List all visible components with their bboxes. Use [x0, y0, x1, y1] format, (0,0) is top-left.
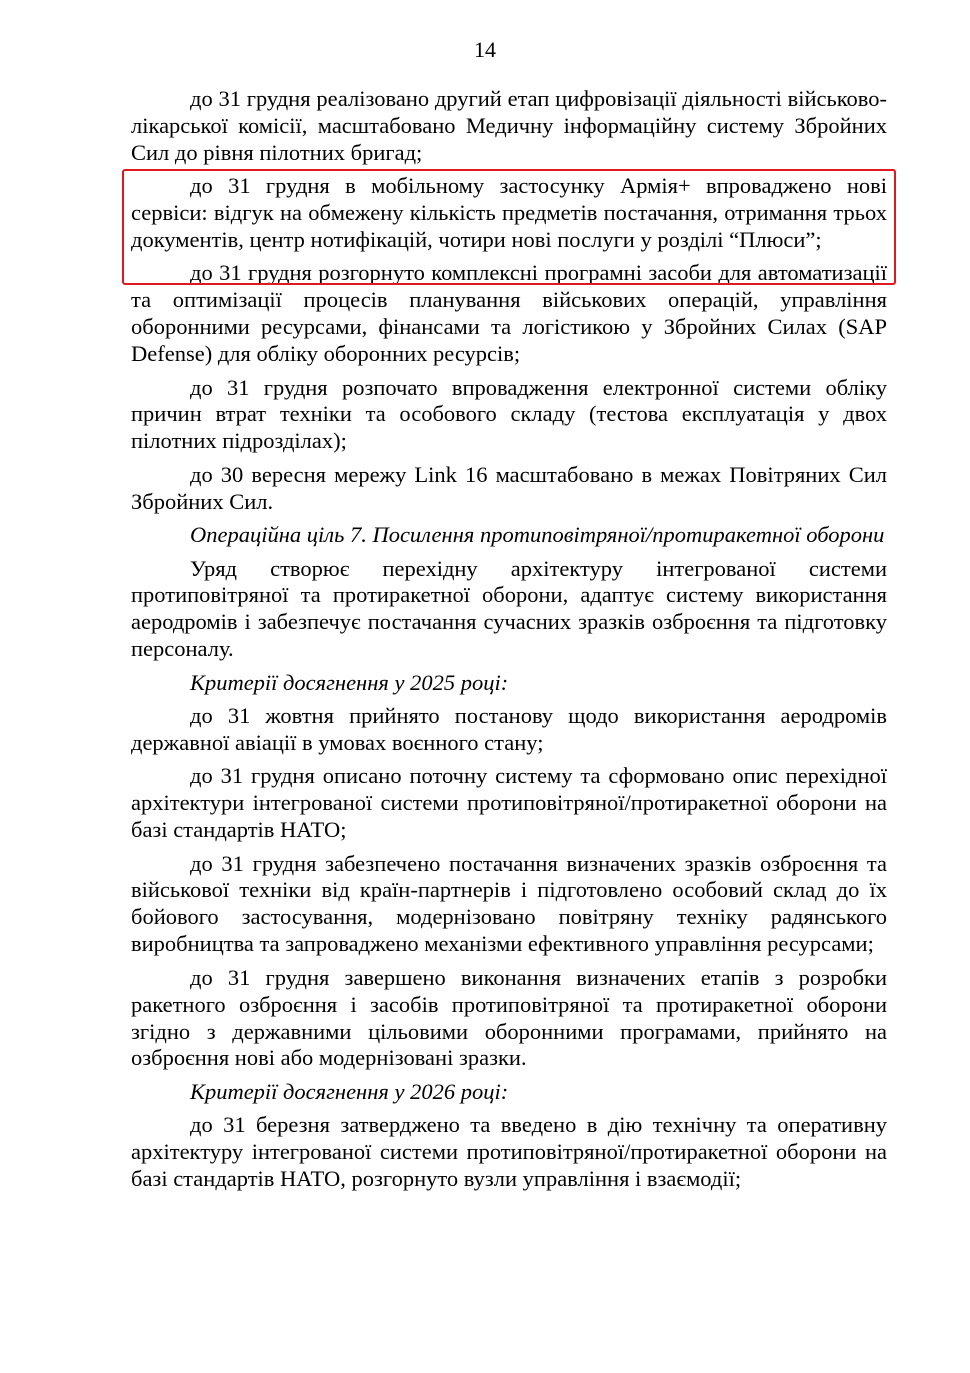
paragraph-sap-defense: до 31 грудня розгорнуто комплексні програмні засоби для автоматизації та оптимізації процесів планування військових операцій, управління оборонними ресурсами, фінансами та логістикою у Збройних Силах (SAP Defense) для обліку оборонних ресурсів;	[131, 260, 887, 367]
section-heading-operational-goal-7: Операційна ціль 7. Посилення протиповітряної/протиракетної оборони	[190, 522, 885, 548]
paragraph-airfields-resolution: до 31 жовтня прийнято постанову щодо використання аеродромів державної авіації в умовах воєнного стану;	[131, 703, 887, 755]
subheading-criteria-2025: Критерії досягнення у 2025 році:	[190, 669, 509, 695]
subheading-criteria-2026: Критерії досягнення у 2026 році:	[190, 1078, 509, 1104]
paragraph-weapons-supply: до 31 грудня забезпечено постачання визначених зразків озброєння та військової техніки від країн-партнерів і підготовлено особовий склад до їх бойового застосування, модернізовано повітряну техніку радянського виробництва та запроваджено механізми ефективного управління ресурсами;	[131, 850, 887, 957]
paragraph-army-plus-app: до 31 грудня в мобільному застосунку Армія+ впроваджено нові сервіси: відгук на обмежену кількість предметів постачання, отримання трьох документів, центр нотифікацій, чотири нові послуги у розділі “Плюси”;	[131, 173, 887, 253]
document-body	[131, 86, 887, 1199]
paragraph-link16: до 30 вересня мережу Link 16 масштабовано в межах Повітряних Сил Збройних Сил.	[131, 461, 887, 514]
paragraph-government-air-defense: Уряд створює перехідну архітектуру інтегрованої системи протиповітряної та протиракетної оборони, адаптує систему використання аеродромів і забезпечує постачання сучасних зразків озброєння та підготовку персоналу.	[131, 555, 887, 662]
paragraph-architecture-approval: до 31 березня затверджено та введено в дію технічну та оперативну архітектуру інтегрованої системи протиповітряної/протиракетної оборони на базі стандартів НАТО, розгорнуто вузли управління і взаємодії;	[131, 1112, 887, 1192]
paragraph-missile-development: до 31 грудня завершено виконання визначених етапів з розробки ракетного озброєння і засобів протиповітряної та протиракетної оборони згідно з державними цільовими оборонними програмами, прийнято на озброєння нові або модернізовані зразки.	[131, 964, 887, 1071]
paragraph-transitional-architecture: до 31 грудня описано поточну систему та сформовано опис перехідної архітектури інтегрованої системи протиповітряної/протиракетної оборони на базі стандартів НАТО;	[131, 763, 887, 843]
paragraph-military-medical-commission: до 31 грудня реалізовано другий етап цифровізації діяльності військово-лікарської комісії, масштабовано Медичну інформаційну систему Збройних Сил до рівня пілотних бригад;	[131, 86, 887, 165]
paragraph-loss-tracking-system: до 31 грудня розпочато впровадження електронної системи обліку причин втрат техніки та особового складу (тестова експлуатація у двох пілотних підрозділах);	[131, 374, 887, 454]
page-number: 14	[474, 37, 496, 62]
